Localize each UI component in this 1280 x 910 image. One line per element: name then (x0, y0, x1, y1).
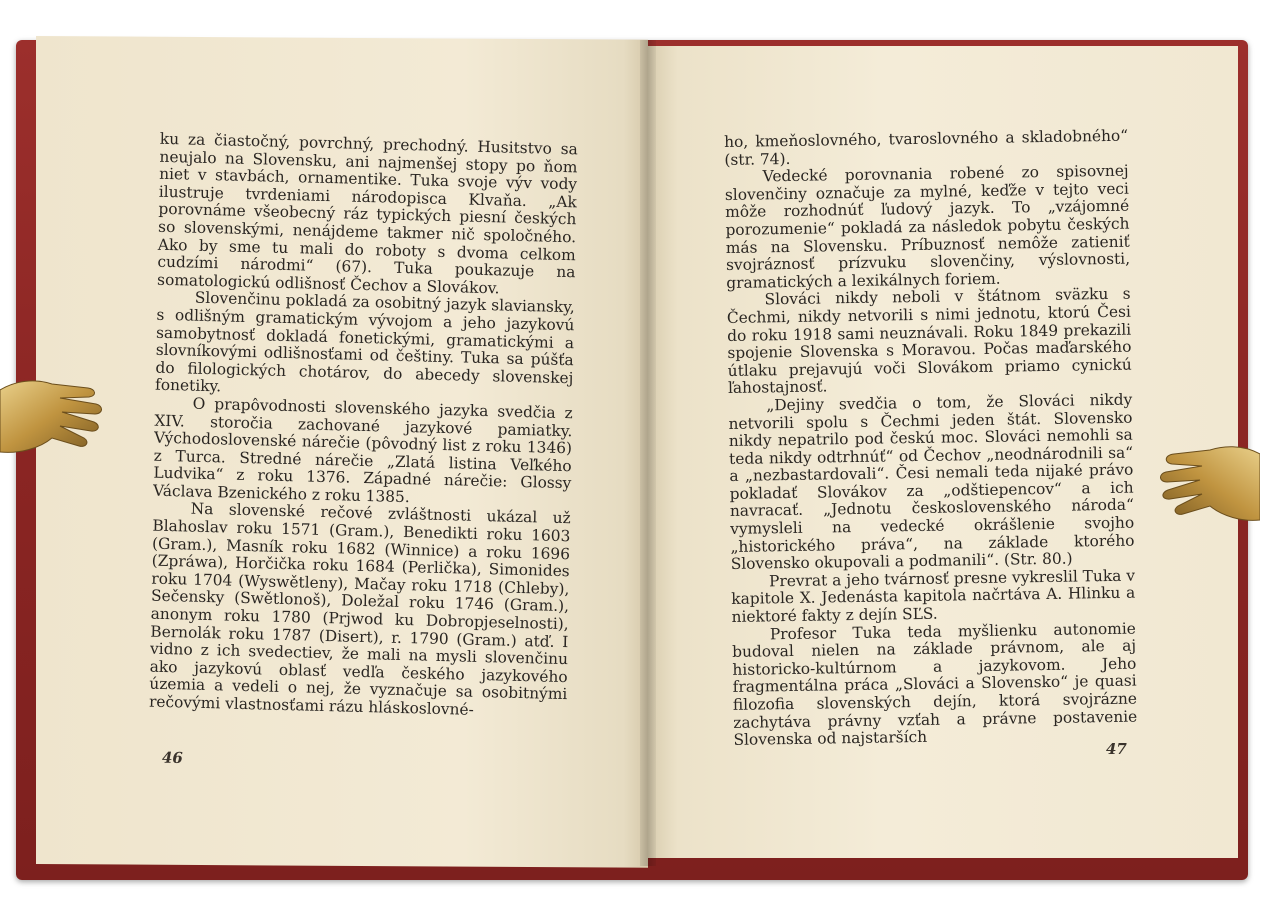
left-page-number: 46 (162, 748, 183, 767)
right-paragraph-6: Profesor Tuka teda myšlienku autonomie budoval nielen na základe právnom, ale aj historicko-kultúrnom a jazykovom. Jeho fragmentálna práca „Slováci a Slovensko“ je quasi filozofia slovenských dejín, ktorá svojrázne zachytáva právny vzťah a právne postavenie Slovenska od najstarších (731, 619, 1138, 750)
brass-hand-right-icon (1150, 436, 1260, 536)
right-page-text (724, 128, 1138, 750)
left-paragraph-2: Slovenčinu pokladá za osobitný jazyk slaviansky, s odlišným gramatickým vývojom a jeho jazykovú samobytnosť dokladá fonetickými, gramatickými a slovníkovými odlišnosťami od češtiny. Tuka sa púšťa do filologických chotárov, do abecedy slovenskej fonetiky. (154, 289, 575, 396)
right-paragraph-1: ho, kmeňoslovného, tvaroslovného a skladobného“ (str. 74). (723, 126, 1129, 169)
book-gutter (640, 40, 656, 866)
brass-hand-left-icon (0, 368, 110, 468)
right-paragraph-2: Vedecké porovnania robené zo spisovnej slovenčiny označuje za mylné, keďže v tejto veci môže rozhodnúť ľudový jazyk. To „vzájomné porozumenie“ pokladá za následok pobytu českých más na Slovensku. Príbuznosť nemôže zatieniť svojráznosť prízvuku slovenčiny, výslovnosti, gramatických a lexikálnych foriem. (724, 161, 1131, 292)
left-page (36, 36, 648, 868)
left-paragraph-1: ku za čiastočný, povrchný, prechodný. Husitstvo sa neujalo na Slovensku, ani najmenšej stopy po ňom niet v stavbách, ornamentike. Tuka svoje výv vody ilustruje tvrdeniami národopisca Klvaňa. „Ak porovnáme všeobecný ráz typických piesní českých so slovenskými, nenájdeme takmer nič spoločného. Ako by sme tu mali do roboty s dvoma celkom cudzími národmi“ (67). Tuka poukazuje na somatologickú odlišnosť Čechov a Slovákov. (156, 129, 578, 298)
right-paragraph-4: „Dejiny svedčia o tom, že Slováci nikdy netvorili spolu s Čechmi jeden štát. Slovensko nikdy nepatrilo pod českú moc. Slováci nemohli sa teda nikdy odtrhnúť“ od Čechov „neodnárodnili sa“ a „nezbastardovali“. Česi nemali teda nijaké právo pokladať Slovákov za „odštiepencov“ a ich navracať. „Jednotu československého národa“ vymysleli na vedecké okrášlenie svojho „historického práva“, na základe ktorého Slovensko okupovali a podmanili“. (Str. 80.) (728, 390, 1135, 574)
right-paragraph-3: Slováci nikdy neboli v štátnom sväzku s Čechmi, nikdy netvorili s nimi jednotu, ktorú Česi do roku 1918 sami neuznávali. Roku 1849 prekazili spojenie Slovenska s Moravou. Počas maďarského útlaku prejavujú voči Slovákom priamo cynickú ľahostajnosť. (726, 284, 1132, 398)
left-paragraph-3: O prapôvodnosti slovenského jazyka svedčia z XIV. storočia zachované jazykové pamiatky. Východoslovenské nárečie (pôvodný list z roku 1346) z Turca. Stredné nárečie „Zlatá listina Veľkého Ludvika“ z roku 1376. Západné nárečie: Glossy Václava Bzenického z roku 1385. (152, 394, 573, 507)
right-paragraph-5: Prevrat a jeho tvárnosť presne vykreslil Tuka v kapitole X. Jedenásta kapitola načrtáva A. Hlinku a niektoré fakty z dejín SĽS. (731, 566, 1136, 626)
right-page-number: 47 (1106, 740, 1127, 758)
left-page-text (149, 131, 578, 722)
left-paragraph-4: Na slovenské rečové zvláštnosti ukázal už Blahoslav roku 1571 (Gram.), Benedikti roku 1603 (Gram.), Masník roku 1682 (Winnice) a roku 1696 (Zpráwa), Horčička roku 1684 (Perlička), Simonides roku 1704 (Wyswětleny), Mačay roku 1718 (Chleby), Sečensky (Swětlonoš), Doležal roku 1746 (Gram.), anonym roku 1780 (Prjwod ku Dobropjeselnosti), Bernolák roku 1787 (Disert), r. 1790 (Gram.) atď. I vidno z ich svedectiev, že mali na mysli slovenčinu ako jazykovú oblasť vedľa českého jazykového územia a vedeli o nej, že vyznačuje sa osobitnými rečovými vlastnosťami rázu hláskoslovné- (148, 500, 571, 719)
